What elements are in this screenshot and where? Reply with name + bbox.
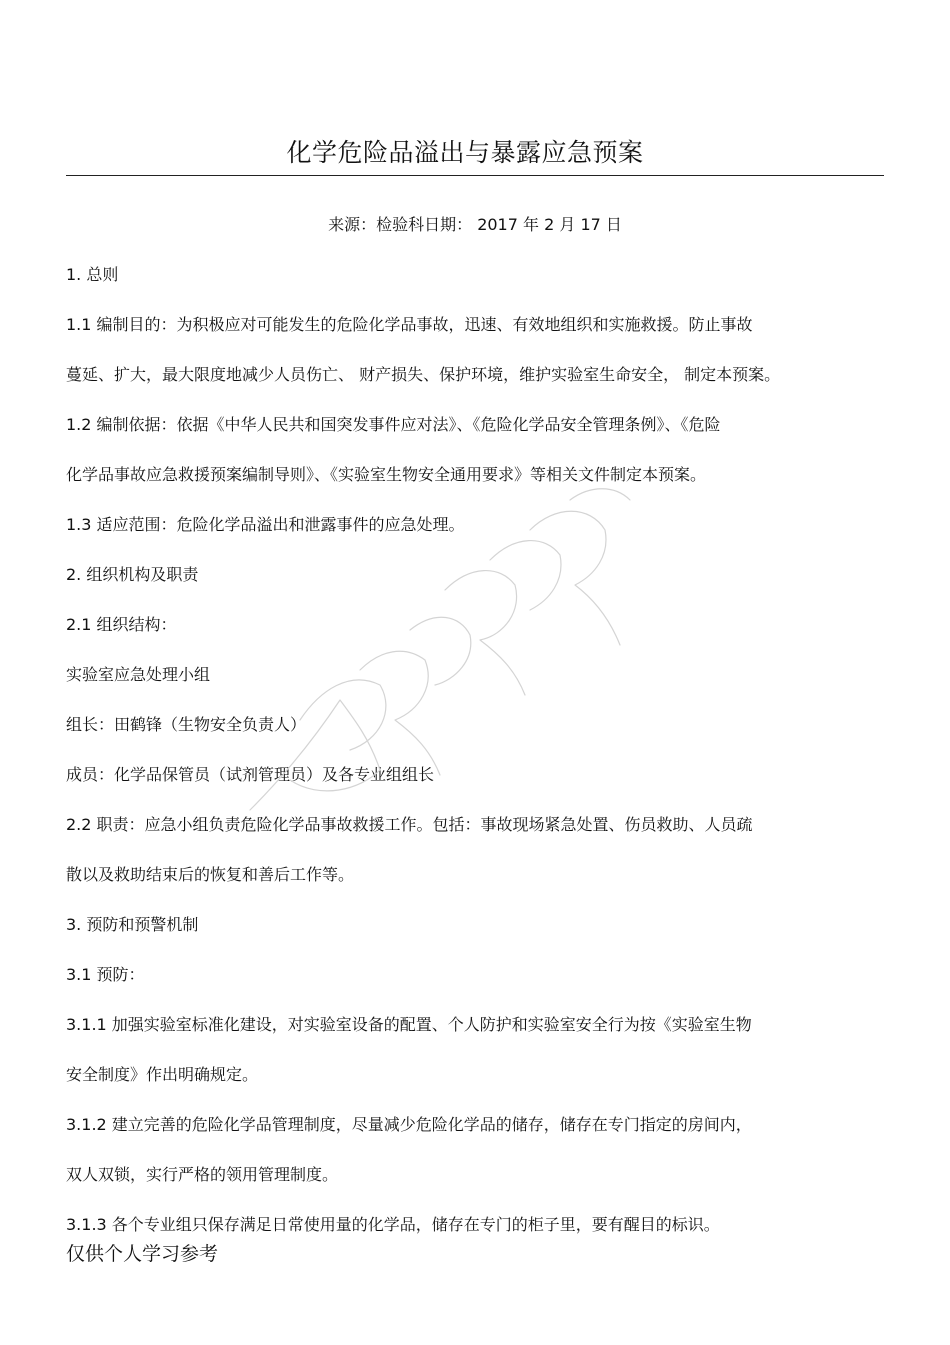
document-title: 化学危险品溢出与暴露应急预案 [286,138,644,167]
body-line: 2. 组织机构及职责 [66,565,199,584]
body-line: 3.1 预防： [66,965,145,984]
footer-note: 仅供个人学习参考 [66,1243,219,1265]
body-line: 3.1.3 各个专业组只保存满足日常使用量的化学品，储存在专门的柜子里，要有醒目的标识。 [66,1215,720,1234]
body-line: 化学品事故应急救援预案编制导则》、《实验室生物安全通用要求》等相关文件制定本预案。 [66,465,707,484]
body-line: 散以及救助结束后的恢复和善后工作等。 [66,865,355,884]
body-line: 2.2 职责：应急小组负责危险化学品事故救援工作。包括：事故现场紧急处置、伤员救助、人员疏 [66,815,753,834]
body-line: 安全制度》作出明确规定。 [66,1065,259,1084]
source-date-line: 来源：检验科日期： 2017 年 2 月 17 日 [328,215,622,234]
body-line: 2.1 组织结构： [66,615,177,634]
body-line: 1. 总则 [66,265,119,284]
body-line: 3.1.2 建立完善的危险化学品管理制度，尽量减少危险化学品的储存，储存在专门指定的房间内， [66,1115,752,1134]
body-line: 成员：化学品保管员（试剂管理员）及各专业组组长 [66,765,435,784]
body-line: 1.2 编制依据：依据《中华人民共和国突发事件应对法》、《危险化学品安全管理条例》、《危险 [66,415,721,434]
body-line: 组长：田鹤锋（生物安全负责人） [66,715,307,734]
title-divider [66,175,884,176]
body-line: 3. 预防和预警机制 [66,915,199,934]
body-line: 双人双锁，实行严格的领用管理制度。 [66,1165,339,1184]
body-line: 蔓延、扩大，最大限度地减少人员伤亡、 财产损失、保护环境，维护实验室生命安全， 制定本预案。 [66,365,781,384]
body-line: 1.3 适应范围：危险化学品溢出和泄露事件的应急处理。 [66,515,465,534]
body-line: 3.1.1 加强实验室标准化建设，对实验室设备的配置、个人防护和实验室安全行为按《实验室生物 [66,1015,752,1034]
body-line: 1.1 编制目的：为积极应对可能发生的危险化学品事故，迅速、有效地组织和实施救援。防止事故 [66,315,753,334]
body-line: 实验室应急处理小组 [66,665,211,684]
